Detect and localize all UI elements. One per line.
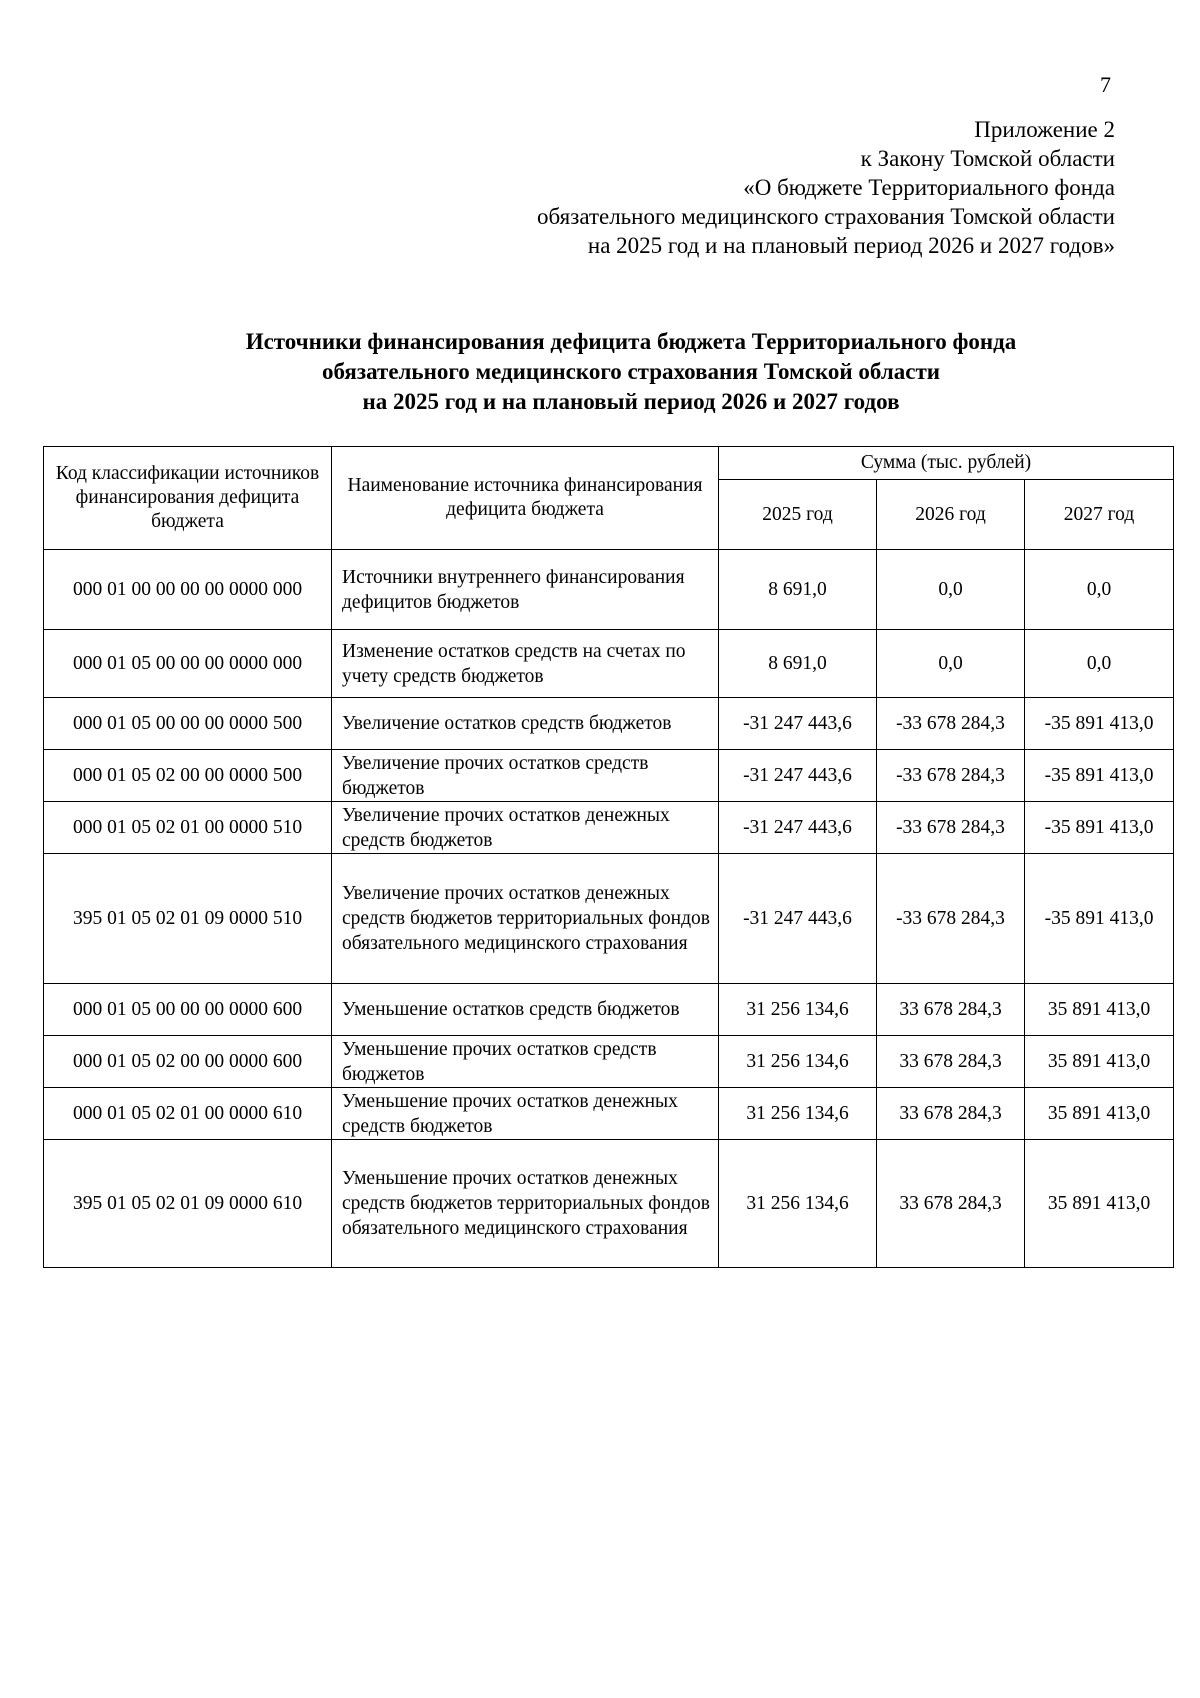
row-value-2027: -35 891 413,0 (1025, 750, 1174, 802)
table-row (44, 698, 1174, 750)
header-code: Код классификации источников финансирования дефицита бюджета (44, 447, 332, 550)
row-name: Уменьшение остатков средств бюджетов (332, 984, 719, 1036)
row-code: 000 01 00 00 00 00 0000 000 (44, 550, 332, 630)
header-name: Наименование источника финансирования дефицита бюджета (332, 447, 719, 550)
title-line: на 2025 год и на плановый период 2026 и 2027 годов (362, 389, 900, 414)
row-value-2027: 0,0 (1025, 550, 1174, 630)
financing-sources-table (43, 446, 1174, 1268)
header-year-2025: 2025 год (719, 480, 877, 550)
row-value-2027: -35 891 413,0 (1025, 854, 1174, 984)
row-value-2025: 8 691,0 (719, 630, 877, 698)
header-year-2026: 2026 год (877, 480, 1025, 550)
header-sum: Сумма (тыс. рублей) (719, 447, 1174, 480)
title-line: обязательного медицинского страхования Томской области (322, 359, 940, 384)
row-value-2026: -33 678 284,3 (877, 802, 1025, 854)
row-value-2027: -35 891 413,0 (1025, 698, 1174, 750)
row-value-2026: 33 678 284,3 (877, 1140, 1025, 1268)
row-value-2027: -35 891 413,0 (1025, 802, 1174, 854)
row-code: 000 01 05 00 00 00 0000 000 (44, 630, 332, 698)
row-value-2025: 31 256 134,6 (719, 1036, 877, 1088)
row-value-2026: 33 678 284,3 (877, 1036, 1025, 1088)
row-code: 000 01 05 00 00 00 0000 600 (44, 984, 332, 1036)
page-number: 7 (1100, 72, 1111, 97)
annex-line: к Закону Томской области (860, 146, 1115, 171)
table-row (44, 1140, 1174, 1268)
row-value-2027: 35 891 413,0 (1025, 1088, 1174, 1140)
row-value-2026: -33 678 284,3 (877, 750, 1025, 802)
row-value-2026: 33 678 284,3 (877, 1088, 1025, 1140)
row-value-2025: -31 247 443,6 (719, 802, 877, 854)
row-name: Увеличение прочих остатков средств бюджетов (332, 750, 719, 802)
annex-line: «О бюджете Территориального фонда (743, 175, 1115, 200)
table-row (44, 854, 1174, 984)
row-value-2027: 35 891 413,0 (1025, 1036, 1174, 1088)
annex-line: обязательного медицинского страхования Томской области (537, 204, 1115, 229)
header-year-2027: 2027 год (1025, 480, 1174, 550)
row-value-2026: 0,0 (877, 630, 1025, 698)
row-name: Увеличение прочих остатков денежных средств бюджетов территориальных фондов обязательного медицинского страхования (332, 854, 719, 984)
row-code: 000 01 05 00 00 00 0000 500 (44, 698, 332, 750)
table-row (44, 630, 1174, 698)
row-value-2025: 8 691,0 (719, 550, 877, 630)
row-value-2026: 33 678 284,3 (877, 984, 1025, 1036)
row-value-2026: -33 678 284,3 (877, 698, 1025, 750)
row-name: Уменьшение прочих остатков денежных средств бюджетов территориальных фондов обязательного медицинского страхования (332, 1140, 719, 1268)
table-row (44, 1036, 1174, 1088)
row-name: Увеличение прочих остатков денежных средств бюджетов (332, 802, 719, 854)
table-row (44, 1088, 1174, 1140)
table-row (44, 750, 1174, 802)
row-name: Уменьшение прочих остатков средств бюджетов (332, 1036, 719, 1088)
document-title (0, 327, 1200, 417)
row-value-2027: 35 891 413,0 (1025, 1140, 1174, 1268)
title-line: Источники финансирования дефицита бюджета Территориального фонда (245, 329, 1017, 354)
row-value-2025: 31 256 134,6 (719, 984, 877, 1036)
row-name: Источники внутреннего финансирования дефицитов бюджетов (332, 550, 719, 630)
row-value-2025: -31 247 443,6 (719, 854, 877, 984)
row-code: 395 01 05 02 01 09 0000 510 (44, 854, 332, 984)
row-value-2026: 0,0 (877, 550, 1025, 630)
row-value-2027: 0,0 (1025, 630, 1174, 698)
row-name: Уменьшение прочих остатков денежных средств бюджетов (332, 1088, 719, 1140)
row-code: 000 01 05 02 00 00 0000 500 (44, 750, 332, 802)
row-value-2025: -31 247 443,6 (719, 698, 877, 750)
row-code: 000 01 05 02 00 00 0000 600 (44, 1036, 332, 1088)
table-row (44, 802, 1174, 854)
row-code: 000 01 05 02 01 00 0000 510 (44, 802, 332, 854)
row-value-2027: 35 891 413,0 (1025, 984, 1174, 1036)
row-name: Увеличение остатков средств бюджетов (332, 698, 719, 750)
annex-reference (537, 115, 1115, 260)
annex-line: Приложение 2 (974, 117, 1115, 142)
row-value-2025: 31 256 134,6 (719, 1140, 877, 1268)
row-name: Изменение остатков средств на счетах по учету средств бюджетов (332, 630, 719, 698)
row-code: 000 01 05 02 01 00 0000 610 (44, 1088, 332, 1140)
row-value-2026: -33 678 284,3 (877, 854, 1025, 984)
row-value-2025: 31 256 134,6 (719, 1088, 877, 1140)
table-row (44, 550, 1174, 630)
annex-line: на 2025 год и на плановый период 2026 и 2027 годов» (587, 233, 1115, 258)
table-row (44, 984, 1174, 1036)
row-code: 395 01 05 02 01 09 0000 610 (44, 1140, 332, 1268)
row-value-2025: -31 247 443,6 (719, 750, 877, 802)
